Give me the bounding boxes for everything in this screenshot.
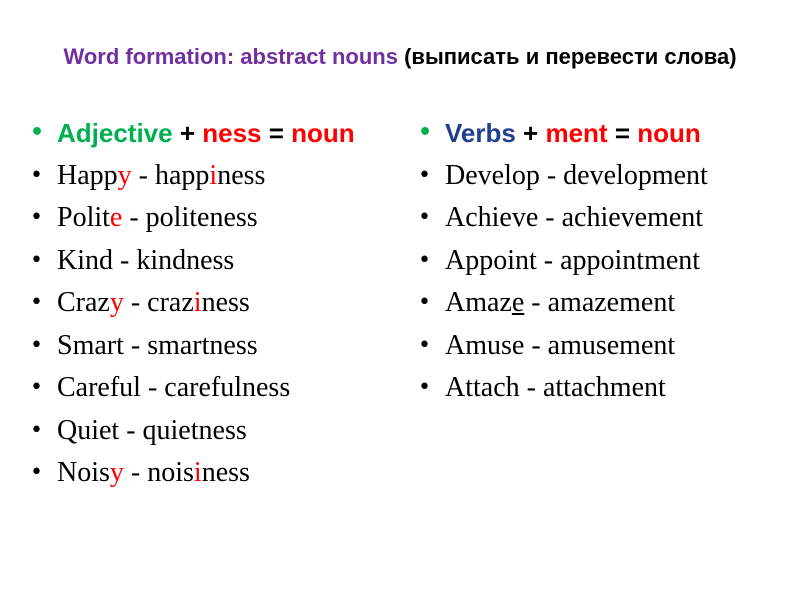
bullet-icon: •	[418, 120, 433, 145]
adjective-list	[30, 116, 355, 499]
list-item: • Kind - kindness	[30, 244, 235, 276]
list-item: • Amaze - amazement	[418, 287, 676, 318]
adjective-rule-heading: • Adjective + ness = noun	[30, 118, 355, 148]
list-item: • Appoint - appointment	[418, 244, 701, 276]
title-topic: Word formation: abstract nouns	[63, 44, 398, 69]
bullet-icon: •	[418, 162, 431, 188]
list-item: • Careful - carefulness	[30, 372, 291, 403]
bullet-icon: •	[30, 417, 43, 443]
bullet-icon: •	[30, 290, 43, 315]
bullet-icon: •	[418, 247, 431, 273]
slide-title	[40, 40, 760, 74]
bullet-icon: •	[418, 332, 431, 358]
list-item: • Happy - happiness	[30, 159, 266, 191]
list-item: • Polite - politeness	[30, 202, 258, 233]
list-item: • Smart - smartness	[30, 329, 258, 361]
bullet-icon: •	[30, 205, 43, 230]
title-instruction: (выписать и перевести слова)	[397, 44, 737, 69]
list-item: • Develop - development	[418, 159, 708, 191]
list-item: • Quiet - quietness	[30, 414, 247, 446]
bullet-icon: •	[30, 460, 43, 485]
list-item: • Attach - attachment	[418, 372, 666, 403]
list-item: • Achieve - achievement	[418, 202, 704, 233]
bullet-icon: •	[30, 247, 43, 273]
bullet-icon: •	[30, 332, 43, 358]
bullet-icon: •	[30, 375, 43, 400]
bullet-icon: •	[418, 290, 431, 315]
bullet-icon: •	[30, 162, 43, 188]
verb-list	[418, 116, 708, 414]
bullet-icon: •	[30, 120, 45, 145]
list-item: • Crazy - craziness	[30, 287, 250, 318]
verb-rule-heading: • Verbs + ment = noun	[418, 118, 701, 148]
bullet-icon: •	[418, 375, 431, 400]
bullet-icon: •	[418, 205, 431, 230]
list-item: • Amuse - amusement	[418, 329, 676, 361]
list-item: • Noisy - noisiness	[30, 457, 250, 488]
